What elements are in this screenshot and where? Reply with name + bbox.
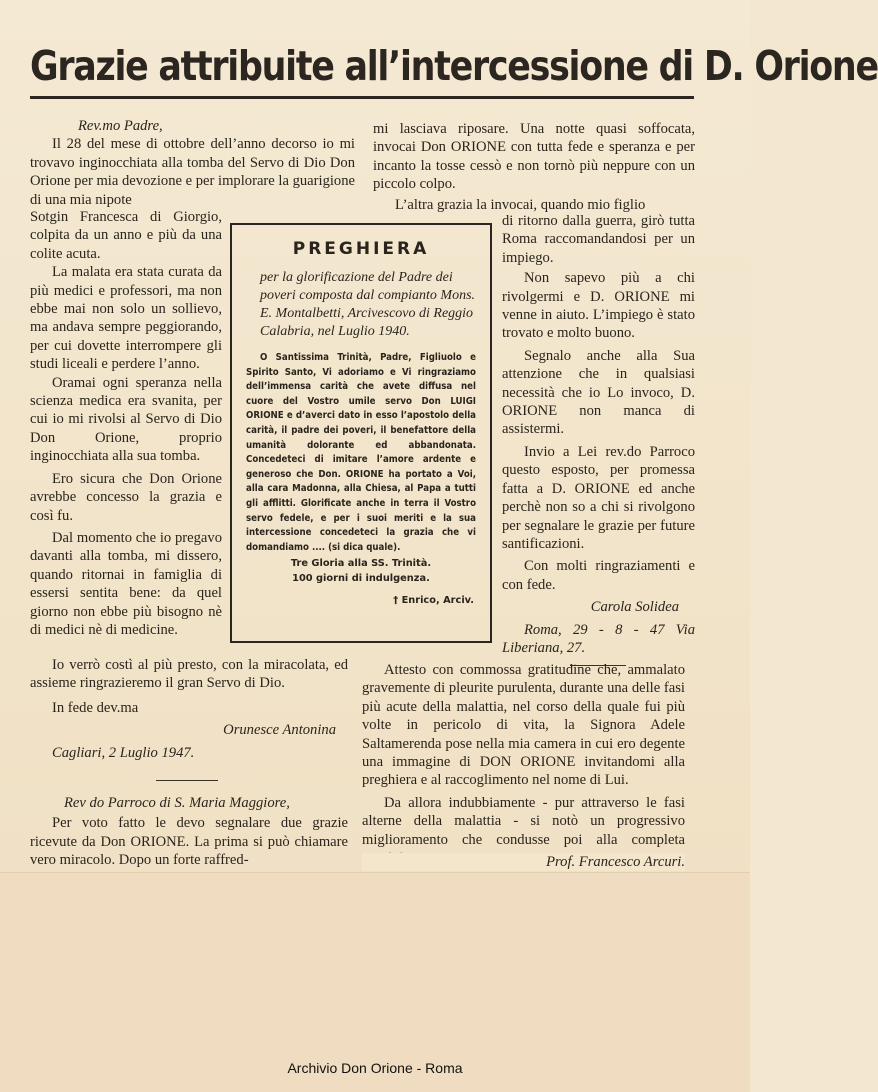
letter2-paragraph: mi lasciava riposare. Una notte quasi soffocata, invocai Don ORIONE con tutta fede e speranza e per incanto la tosse cessò e non tornò più neppure con un piccolo colpo. xyxy=(373,121,695,193)
letter2-paragraph: Per voto fatto le devo segnalare due grazie ricevute da Don ORIONE. La prima si può chiamare vero miracolo. Dopo un forte raffred- xyxy=(30,815,348,869)
letter3-paragraph: Attesto con commossa gratitudine che, ammalato gravemente di pleurite purulenta, durante una delle fasi più acute della malattia, nel corso della quale fui più volte in pericolo di vita, la Signora Adele Saltamerenda pose nella mia camera in cui ero degente una immagine di DON ORIONE invitandomi alla preghiera e al raccoglimento nel nome di Lui. xyxy=(362,662,685,789)
prayer-box xyxy=(230,223,492,643)
letter2-signature: Carola Solidea xyxy=(590,599,679,616)
page-title: Grazie attribuite all’intercessione di D. Orione xyxy=(30,42,878,90)
letter1-paragraph: Oramai ogni speranza nella scienza medica era svanita, per cui io mi rivolsi al Servo di Dio Don Orione, proprio inginocchiata alla sua tomba. xyxy=(30,374,222,465)
archive-footer: Archivio Don Orione - Roma xyxy=(287,1060,463,1076)
letter2-narrow xyxy=(502,212,695,666)
letter1-paragraph: Ero sicura che Don Orione avrebbe concesso la grazia e così fu. xyxy=(30,470,222,524)
letter1-closing: In fede dev.ma xyxy=(52,699,139,716)
letter2-paragraph: L’altra grazia la invocai, quando mio figlio xyxy=(395,196,646,213)
prayer-sign: † Enrico, Arciv. xyxy=(393,594,474,606)
letter1-paragraph: La malata era stata curata da più medici e professori, ma non ebbe mai non solo un sollievo, ma andava sempre peggiorando, per cui dovette interrompere gli studi liceali e perdere l’anno. xyxy=(30,264,222,373)
page-fold xyxy=(0,872,750,1092)
letter2-address: Roma, 29 - 8 - 47 Via Liberiana, 27. xyxy=(502,621,695,656)
letter2-paragraph: Con molti ringraziamenti e con fede. xyxy=(502,558,695,593)
letter2-continued xyxy=(373,120,695,214)
section-divider xyxy=(156,780,218,781)
prayer-heading: PREGHIERA xyxy=(292,239,430,259)
letter1-place-date: Cagliari, 2 Luglio 1947. xyxy=(52,744,195,761)
prayer-text: O Santissima Trinità, Padre, Figliuolo e Spirito Santo, Vi adoriamo e Vi ringraziamo dell’immensa carità che avete diffusa nel cuore del Vostro umile servo Don LUIGI ORIONE e d’averci dato in esso l’apostolo della carità, il padre dei poveri, il benefattore della umanità dolorante ed abbandonata. Concedeteci di imitare l’amore ardente e generoso che Don. ORIONE ha portato a Voi, alla cara Madonna, alla Chiesa, al Papa a tutti gli afflitti. Glorificate anche in terra il Vostro servo fedele, e per i suoi meriti e la sua intercessione concedeteci la grazia che vi domandiamo .... (si dica quale). xyxy=(246,352,476,553)
letter1-paragraph: Dal momento che io pregavo davanti alla tomba, mi dissero, quando ritornai in famiglia di essersi sentita bene: da quel giorno non ebbe più bisogno nè di medici nè di medicine. xyxy=(30,529,222,638)
letter1-paragraph: Il 28 del mese di ottobre dell’anno decorso io mi trovavo inginocchiata alla tomba del Servo di Dio Don Orione per mia devozione e per implorare la guarigione di una mia nipote xyxy=(30,136,355,208)
title-rule xyxy=(30,96,694,99)
letter1-top xyxy=(30,117,355,209)
letter2-salutation: Rev do Parroco di S. Maria Maggiore, xyxy=(64,795,290,811)
letter2-paragraph: Segnalo anche alla Sua attenzione che in qualsiasi necessità che io Lo invoco, D. ORIONE non manca di assistermi. xyxy=(502,347,695,438)
letter2-paragraph: di ritorno dalla guerra, girò tutta Roma raccomandandosi per un impiego. xyxy=(502,213,695,266)
letter2-paragraph: Non sapevo più a chi rivolgermi e D. ORIONE mi venne in aiuto. L’impiego è stato trovato e molto buono. xyxy=(502,270,695,342)
letter1-signature: Orunesce Antonina xyxy=(223,722,336,739)
letter3-signature: Prof. Francesco Arcuri. xyxy=(362,853,685,871)
letter1-paragraph: Io verrò costì al più presto, con la miracolata, ed assieme ringrazieremo il gran Servo di Dio. xyxy=(30,657,348,692)
letter2-start xyxy=(30,794,348,870)
letter3 xyxy=(362,661,685,867)
letter1-narrow xyxy=(30,208,222,639)
prayer-line: 100 giorni di indulgenza. xyxy=(292,572,430,584)
prayer-line: Tre Gloria alla SS. Trinità. xyxy=(290,558,432,570)
prayer-subtitle: per la glorificazione del Padre dei poveri composta dal compianto Mons. E. Montalbetti, Arcivescovo di Reggio Calabria, nel Luglio 1940. xyxy=(260,270,476,339)
letter1-bottom xyxy=(30,656,348,781)
letter3-paragraph: Da allora indubbiamente - pur attraverso le fasi alterne della malattia - si notò un progressivo miglioramento che condusse poi alla completa xyxy=(362,794,685,848)
letter1-paragraph: Sotgin Francesca di Giorgio, colpita da un anno e più da una colite acuta. xyxy=(30,209,222,262)
letter2-paragraph: Invio a Lei rev.do Parroco questo esposto, per promessa fatta a D. ORIONE ed anche perchè non so a chi si rivolgono per segnalare le grazie per future santificazioni. xyxy=(502,443,695,552)
letter1-salutation: Rev.mo Padre, xyxy=(78,118,163,134)
